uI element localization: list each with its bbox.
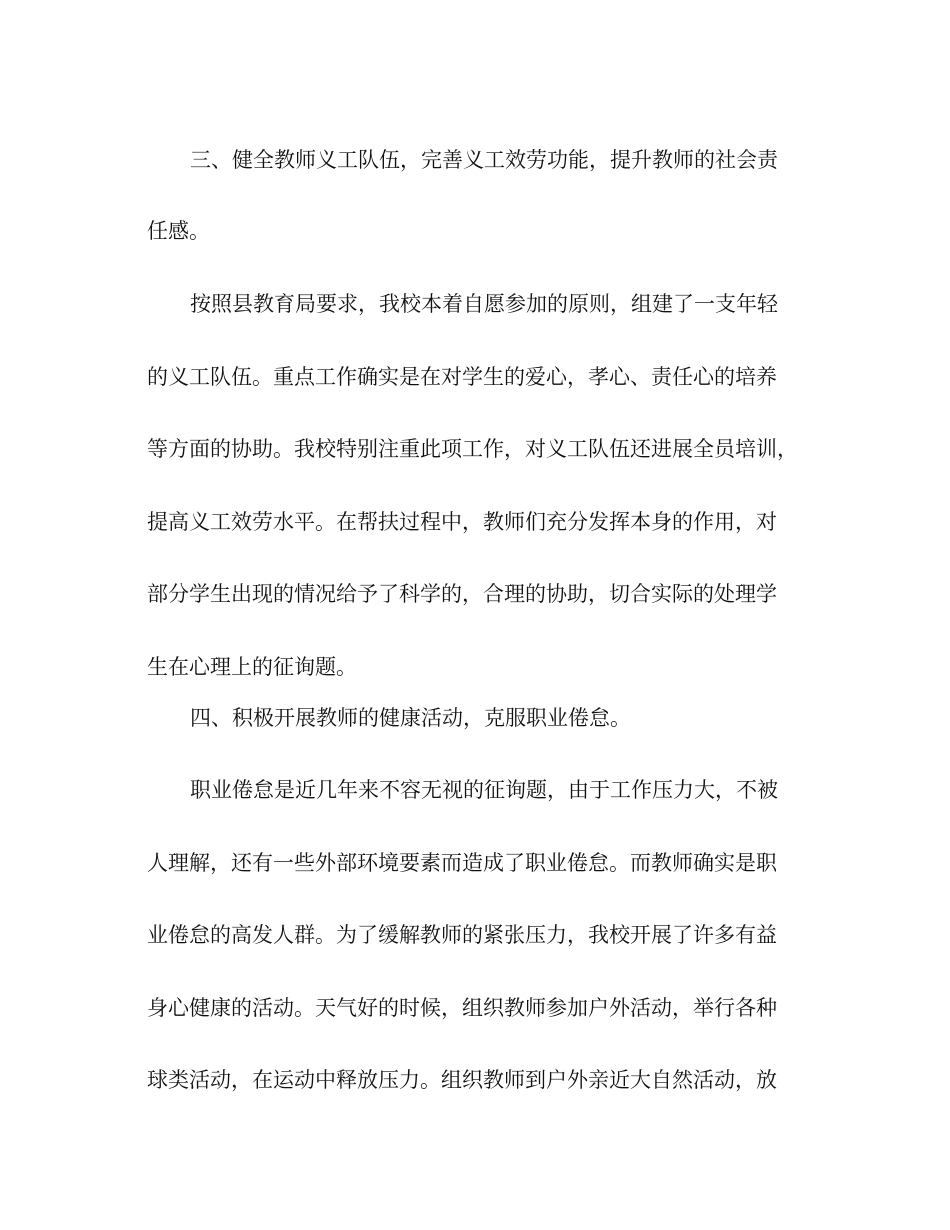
paragraph-line: 生在心理上的征询题。 — [147, 655, 357, 679]
paragraph-line: 等方面的协助。我校特别注重此项工作，对义工队伍还进展全员培训， — [147, 437, 798, 461]
paragraph-line: 部分学生出现的情况给予了科学的，合理的协助，切合实际的处理学 — [147, 582, 777, 606]
paragraph-line: 人理解，还有一些外部环境要素而造成了职业倦怠。而教师确实是职 — [147, 851, 777, 875]
paragraph-line: 职业倦怠是近几年来不容无视的征询题，由于工作压力大，不被 — [190, 778, 778, 802]
paragraph-line: 的义工队伍。重点工作确实是在对学生的爱心，孝心、责任心的培养 — [147, 365, 777, 389]
paragraph-line: 球类活动，在运动中释放压力。组织教师到户外亲近大自然活动，放 — [147, 1068, 777, 1092]
paragraph-line: 按照县教育局要求，我校本着自愿参加的原则，组建了一支年轻 — [190, 292, 778, 316]
paragraph-line: 业倦怠的高发人群。为了缓解教师的紧张压力，我校开展了许多有益 — [147, 923, 777, 947]
paragraph-line: 任感。 — [147, 219, 210, 243]
paragraph-line: 提高义工效劳水平。在帮扶过程中，教师们充分发挥本身的作用，对 — [147, 510, 777, 534]
paragraph-line: 身心健康的活动。天气好的时候，组织教师参加户外活动，举行各种 — [147, 996, 777, 1020]
section-heading-4: 四、积极开展教师的健康活动，克服职业倦怠。 — [190, 706, 631, 730]
section-heading-3: 三、健全教师义工队伍，完善义工效劳功能，提升教师的社会责 — [190, 148, 778, 172]
